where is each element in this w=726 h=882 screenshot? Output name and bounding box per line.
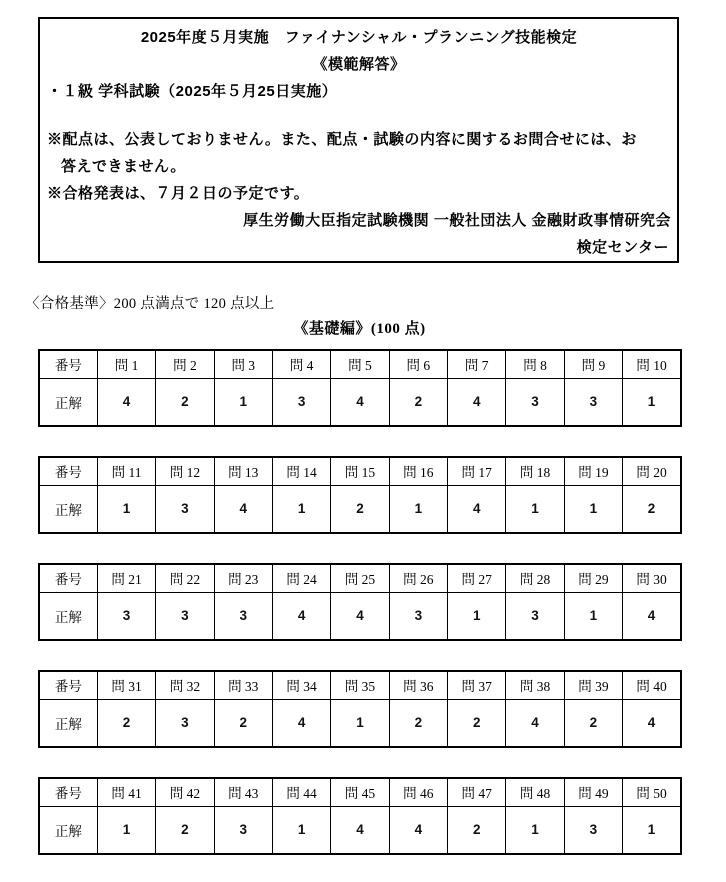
answer-value-cell: 1 bbox=[331, 699, 389, 747]
number-label-cell: 番号 bbox=[39, 350, 97, 378]
question-number-row bbox=[39, 457, 681, 485]
answer-value-cell: 2 bbox=[389, 699, 447, 747]
question-header-cell: 問 25 bbox=[331, 564, 389, 592]
answer-value-cell: 2 bbox=[564, 699, 622, 747]
answer-tables-container bbox=[38, 349, 682, 882]
answer-value-cell: 2 bbox=[156, 806, 214, 854]
question-header-cell: 問 18 bbox=[506, 457, 564, 485]
answer-value-cell: 3 bbox=[156, 699, 214, 747]
answer-value-cell: 1 bbox=[623, 806, 681, 854]
note-scoring-line1: ※配点は、公表しておりません。また、配点・試験の内容に関するお問合せには、お bbox=[47, 131, 637, 148]
answer-value-cell: 2 bbox=[389, 378, 447, 426]
exam-name-line: ・１級 学科試験（2025年５月25日実施） bbox=[47, 83, 338, 100]
answer-value-cell: 1 bbox=[214, 378, 272, 426]
answer-value-cell: 4 bbox=[389, 806, 447, 854]
answer-value-cell: 2 bbox=[156, 378, 214, 426]
question-header-cell: 問 31 bbox=[97, 671, 155, 699]
question-header-cell: 問 9 bbox=[564, 350, 622, 378]
question-header-cell: 問 11 bbox=[97, 457, 155, 485]
answer-value-cell: 3 bbox=[506, 378, 564, 426]
question-header-cell: 問 47 bbox=[448, 778, 506, 806]
answer-label-cell: 正解 bbox=[39, 699, 97, 747]
note-scoring-line2: 答えできません。 bbox=[61, 158, 186, 175]
question-number-row bbox=[39, 350, 681, 378]
header-spacer bbox=[47, 105, 671, 126]
number-label-cell: 番号 bbox=[39, 778, 97, 806]
correct-answer-row bbox=[39, 699, 681, 747]
question-header-cell: 問 24 bbox=[272, 564, 330, 592]
question-header-cell: 問 19 bbox=[564, 457, 622, 485]
answer-label-cell: 正解 bbox=[39, 485, 97, 533]
question-header-cell: 問 46 bbox=[389, 778, 447, 806]
answer-value-cell: 3 bbox=[389, 592, 447, 640]
question-header-cell: 問 34 bbox=[272, 671, 330, 699]
question-header-cell: 問 14 bbox=[272, 457, 330, 485]
question-header-cell: 問 40 bbox=[623, 671, 681, 699]
organization-name: 厚生労働大臣指定試験機関 一般社団法人 金融財政事情研究会 bbox=[243, 212, 671, 229]
answer-value-cell: 1 bbox=[389, 485, 447, 533]
number-label-cell: 番号 bbox=[39, 564, 97, 592]
question-header-cell: 問 22 bbox=[156, 564, 214, 592]
answer-value-cell: 3 bbox=[214, 806, 272, 854]
answer-value-cell: 2 bbox=[331, 485, 389, 533]
number-label-cell: 番号 bbox=[39, 671, 97, 699]
question-header-cell: 問 12 bbox=[156, 457, 214, 485]
answer-value-cell: 2 bbox=[214, 699, 272, 747]
question-header-cell: 問 43 bbox=[214, 778, 272, 806]
question-header-cell: 問 4 bbox=[272, 350, 330, 378]
question-header-cell: 問 38 bbox=[506, 671, 564, 699]
answer-value-cell: 3 bbox=[214, 592, 272, 640]
question-header-cell: 問 23 bbox=[214, 564, 272, 592]
answer-value-cell: 2 bbox=[97, 699, 155, 747]
number-label-cell: 番号 bbox=[39, 457, 97, 485]
answer-value-cell: 3 bbox=[156, 592, 214, 640]
question-header-cell: 問 49 bbox=[564, 778, 622, 806]
answer-table-2 bbox=[38, 456, 682, 534]
question-number-row bbox=[39, 671, 681, 699]
document-title: 2025年度５月実施 ファイナンシャル・プランニング技能検定 bbox=[140, 29, 578, 46]
question-header-cell: 問 8 bbox=[506, 350, 564, 378]
section-heading: 《基礎編》(100 点) bbox=[293, 321, 426, 337]
question-header-cell: 問 37 bbox=[448, 671, 506, 699]
answer-value-cell: 1 bbox=[272, 485, 330, 533]
answer-value-cell: 1 bbox=[623, 378, 681, 426]
answer-value-cell: 4 bbox=[272, 592, 330, 640]
answer-value-cell: 4 bbox=[272, 699, 330, 747]
answer-label-cell: 正解 bbox=[39, 592, 97, 640]
correct-answer-row bbox=[39, 806, 681, 854]
question-header-cell: 問 29 bbox=[564, 564, 622, 592]
answer-table-3 bbox=[38, 563, 682, 641]
answer-value-cell: 3 bbox=[564, 806, 622, 854]
correct-answer-row bbox=[39, 592, 681, 640]
note-announcement: ※合格発表は、７月２日の予定です。 bbox=[47, 185, 310, 202]
answer-value-cell: 1 bbox=[97, 806, 155, 854]
answer-value-cell: 3 bbox=[506, 592, 564, 640]
passing-criteria: 〈合格基準〉200 点満点で 120 点以上 bbox=[25, 296, 275, 312]
answer-value-cell: 1 bbox=[448, 592, 506, 640]
question-header-cell: 問 15 bbox=[331, 457, 389, 485]
question-header-cell: 問 41 bbox=[97, 778, 155, 806]
question-header-cell: 問 28 bbox=[506, 564, 564, 592]
question-header-cell: 問 5 bbox=[331, 350, 389, 378]
answer-value-cell: 4 bbox=[331, 592, 389, 640]
question-header-cell: 問 32 bbox=[156, 671, 214, 699]
answer-value-cell: 1 bbox=[506, 806, 564, 854]
answer-table-4 bbox=[38, 670, 682, 748]
question-header-cell: 問 50 bbox=[623, 778, 681, 806]
answer-value-cell: 4 bbox=[506, 699, 564, 747]
question-header-cell: 問 10 bbox=[623, 350, 681, 378]
answer-value-cell: 3 bbox=[156, 485, 214, 533]
question-header-cell: 問 39 bbox=[564, 671, 622, 699]
question-header-cell: 問 44 bbox=[272, 778, 330, 806]
correct-answer-row bbox=[39, 378, 681, 426]
question-header-cell: 問 45 bbox=[331, 778, 389, 806]
question-header-cell: 問 7 bbox=[448, 350, 506, 378]
document-subtitle: 《模範解答》 bbox=[312, 56, 406, 73]
answer-value-cell: 4 bbox=[448, 485, 506, 533]
answer-value-cell: 2 bbox=[448, 806, 506, 854]
question-header-cell: 問 42 bbox=[156, 778, 214, 806]
answer-value-cell: 1 bbox=[97, 485, 155, 533]
question-header-cell: 問 27 bbox=[448, 564, 506, 592]
answer-value-cell: 4 bbox=[623, 699, 681, 747]
organization-center-name: 検定センター bbox=[576, 239, 669, 256]
correct-answer-row bbox=[39, 485, 681, 533]
question-number-row bbox=[39, 564, 681, 592]
answer-value-cell: 1 bbox=[564, 485, 622, 533]
answer-value-cell: 1 bbox=[564, 592, 622, 640]
answer-value-cell: 3 bbox=[564, 378, 622, 426]
question-header-cell: 問 6 bbox=[389, 350, 447, 378]
answer-value-cell: 3 bbox=[272, 378, 330, 426]
answer-value-cell: 4 bbox=[331, 378, 389, 426]
answer-label-cell: 正解 bbox=[39, 806, 97, 854]
answer-value-cell: 4 bbox=[623, 592, 681, 640]
answer-value-cell: 3 bbox=[97, 592, 155, 640]
question-header-cell: 問 48 bbox=[506, 778, 564, 806]
question-header-cell: 問 3 bbox=[214, 350, 272, 378]
question-header-cell: 問 2 bbox=[156, 350, 214, 378]
question-header-cell: 問 1 bbox=[97, 350, 155, 378]
header-box bbox=[38, 17, 679, 263]
answer-value-cell: 4 bbox=[448, 378, 506, 426]
question-header-cell: 問 21 bbox=[97, 564, 155, 592]
answer-value-cell: 4 bbox=[97, 378, 155, 426]
question-header-cell: 問 20 bbox=[623, 457, 681, 485]
question-header-cell: 問 13 bbox=[214, 457, 272, 485]
question-header-cell: 問 33 bbox=[214, 671, 272, 699]
answer-value-cell: 4 bbox=[331, 806, 389, 854]
question-number-row bbox=[39, 778, 681, 806]
answer-table-1 bbox=[38, 349, 682, 427]
answer-value-cell: 4 bbox=[214, 485, 272, 533]
question-header-cell: 問 17 bbox=[448, 457, 506, 485]
question-header-cell: 問 30 bbox=[623, 564, 681, 592]
answer-table-5 bbox=[38, 777, 682, 855]
answer-value-cell: 1 bbox=[272, 806, 330, 854]
question-header-cell: 問 16 bbox=[389, 457, 447, 485]
answer-value-cell: 2 bbox=[623, 485, 681, 533]
answer-value-cell: 2 bbox=[448, 699, 506, 747]
answer-label-cell: 正解 bbox=[39, 378, 97, 426]
question-header-cell: 問 35 bbox=[331, 671, 389, 699]
question-header-cell: 問 26 bbox=[389, 564, 447, 592]
answer-value-cell: 1 bbox=[506, 485, 564, 533]
question-header-cell: 問 36 bbox=[389, 671, 447, 699]
